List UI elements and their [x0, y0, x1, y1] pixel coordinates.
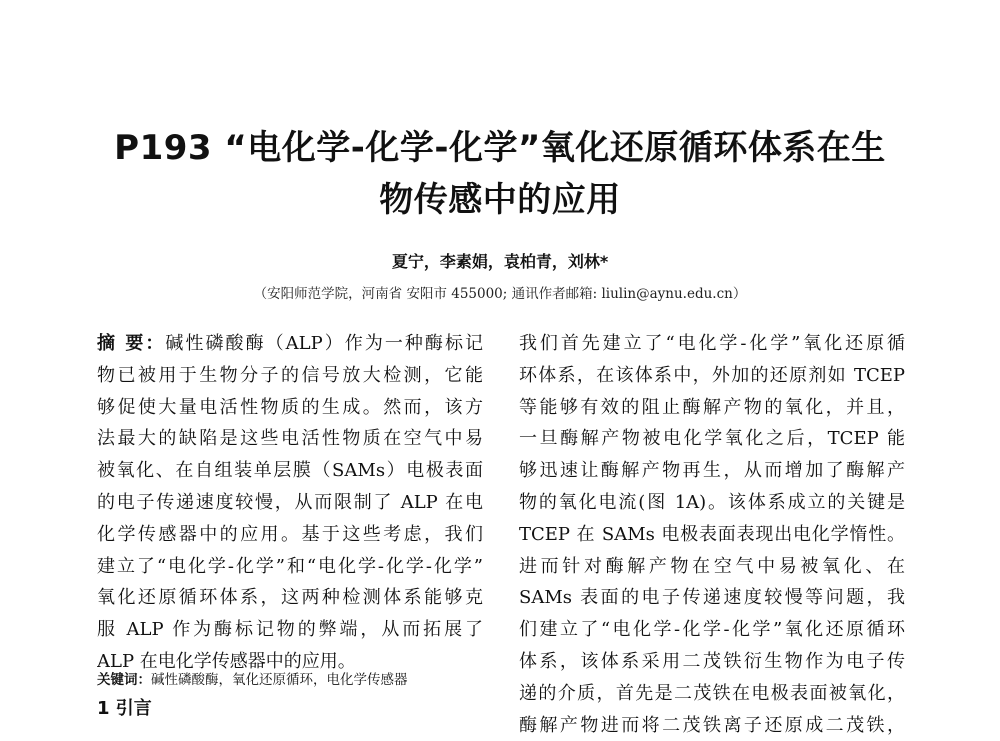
author-list: 夏宁，李素娟，袁柏青，刘林* [391, 252, 609, 271]
keywords-text: 碱性磷酸酶，氧化还原循环，电化学传感器 [151, 672, 408, 688]
abstract-line: 物已被用于生物分子的信号放大检测，它能 [97, 364, 483, 386]
abstract-line: 被氧化、在自组装单层膜（SAMs）电极表面 [97, 460, 483, 482]
body-line: 够迅速让酶解产物再生，从而增加了酶解产 [519, 460, 905, 482]
body-line: 环体系，在该体系中，外加的还原剂如 TCEP [519, 364, 905, 386]
keywords-label: 关键词： [97, 672, 151, 688]
abstract-line: 化学传感器中的应用。基于这些考虑，我们 [97, 523, 483, 545]
abstract-line: 够促使大量电活性物质的生成。然而，该方 [97, 396, 483, 418]
body-line: 等能够有效的阻止酶解产物的氧化，并且， [519, 396, 905, 418]
abstract-line: 氧化还原循环体系，这两种检测体系能够克 [97, 587, 483, 609]
body-line: 我们首先建立了“电化学-化学”氧化还原循 [519, 333, 905, 354]
section-heading: 1 引言 [97, 698, 152, 719]
abstract-line: ALP 在电化学传感器中的应用。 [97, 650, 356, 672]
body-column [519, 328, 905, 741]
abstract-line: 建立了“电化学-化学”和“电化学-化学-化学” [97, 555, 483, 577]
body-line: 进而针对酶解产物在空气中易被氧化、在 [519, 555, 905, 577]
abstract-line: 服 ALP 作为酶标记物的弊端，从而拓展了 [97, 619, 483, 641]
body-line: 物的氧化电流(图 1A)。该体系成立的关键是 [519, 491, 905, 513]
abstract-label: 摘 要： [97, 333, 166, 354]
abstract-line [97, 328, 483, 360]
abstract-line-text: 碱性磷酸酶（ALP）作为一种酶标记 [165, 333, 483, 354]
title-line-2: 物传感中的应用 [379, 180, 621, 220]
body-line: 体系，该体系采用二茂铁衍生物作为电子传 [519, 650, 905, 672]
body-line: TCEP 在 SAMs 电极表面表现出电化学惰性。 [519, 523, 905, 545]
title-line-1: P193 “电化学-化学-化学”氧化还原循环体系在生 [114, 128, 886, 168]
affiliation: （安阳师范学院，河南省 安阳市 455000; 通讯作者邮箱: liulin@aynu.edu.cn） [253, 286, 747, 302]
body-line: 们建立了“电化学-化学-化学”氧化还原循环 [519, 619, 905, 641]
body-line: SAMs 表面的电子传递速度较慢等问题，我 [519, 587, 905, 609]
abstract-line: 法最大的缺陷是这些电活性物质在空气中易 [97, 428, 483, 450]
keywords [97, 668, 408, 688]
abstract-line: 的电子传递速度较慢，从而限制了 ALP 在电 [97, 491, 483, 513]
body-line: 一旦酶解产物被电化学氧化之后，TCEP 能 [519, 428, 905, 450]
body-line: 递的介质，首先是二茂铁在电极表面被氧化， [519, 682, 905, 704]
body-line: 酶解产物进而将二茂铁离子还原成二茂铁， [519, 714, 905, 736]
abstract-column [97, 328, 483, 678]
paper-title [60, 122, 940, 226]
